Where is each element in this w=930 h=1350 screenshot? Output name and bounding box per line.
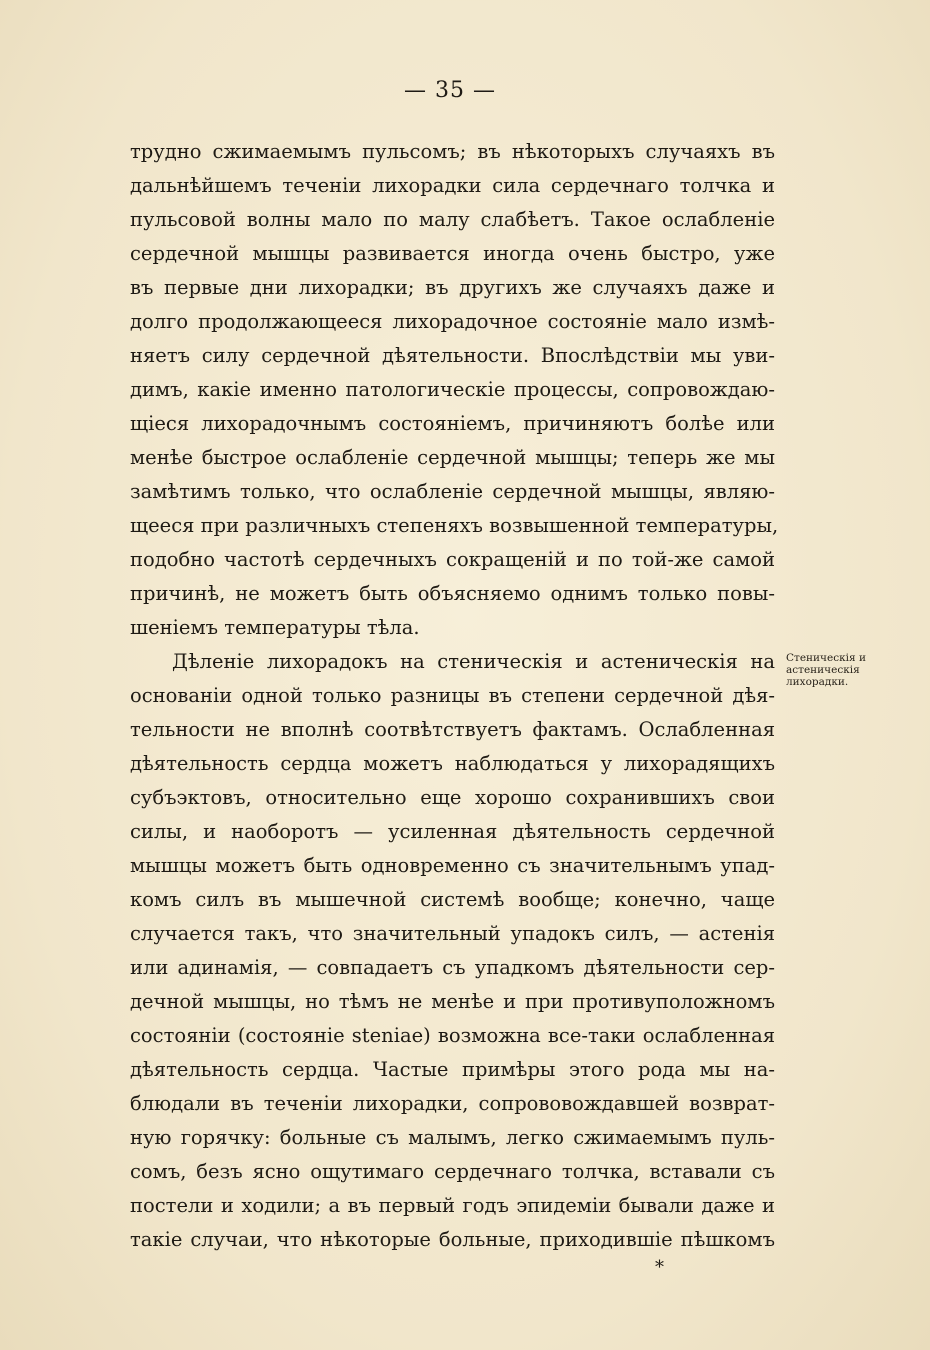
text-line: замѣтимъ только, что ослабленіе сердечной мышцы, являю- — [130, 480, 775, 503]
body-text — [130, 135, 779, 1257]
text-line: или адинамія, — совпадаетъ съ упадкомъ дѣятельности сер- — [130, 956, 775, 979]
text-line: въ первые дни лихорадки; въ другихъ же случаяхъ даже и — [130, 276, 775, 299]
text-line: мышцы можетъ быть одновременно съ значительнымъ упад- — [130, 854, 775, 877]
text-line: причинѣ, не можетъ быть объясняемо однимъ только повы- — [130, 582, 775, 605]
text-line: основаніи одной только разницы въ степени сердечной дѣя- — [130, 684, 775, 707]
paragraph-start-line: Дѣленіе лихорадокъ на стеническія и астеническія на — [172, 650, 775, 673]
text-line: подобно частотѣ сердечныхъ сокращеній и по той-же самой — [130, 548, 775, 571]
margin-note-line: Стеническія и — [786, 652, 866, 664]
text-line: субъэктовъ, относительно еще хорошо сохранившихъ свои — [130, 786, 775, 809]
text-line: шеніемъ температуры тѣла. — [130, 616, 420, 639]
text-line: няетъ силу сердечной дѣятельности. Впослѣдствіи мы уви- — [130, 344, 775, 367]
text-line: блюдали въ теченіи лихорадки, сопрововождавшей возврат- — [130, 1092, 775, 1115]
text-line: сомъ, безъ ясно ощутимаго сердечнаго толчка, вставали съ — [130, 1160, 775, 1183]
margin-note — [786, 652, 896, 688]
text-line: случается такъ, что значительный упадокъ силъ, — астенія — [130, 922, 775, 945]
text-line: тельности не вполнѣ соотвѣтствуетъ фактамъ. Ослабленная — [130, 718, 775, 741]
text-line: долго продолжающееся лихорадочное состояніе мало измѣ- — [130, 310, 775, 333]
text-line: щееся при различныхъ степеняхъ возвышенной температуры, — [130, 514, 779, 537]
page-number: — 35 — — [404, 78, 496, 103]
margin-note-line: лихорадки. — [786, 676, 849, 688]
text-line: димъ, какіе именно патологическіе процессы, сопровождаю- — [130, 378, 775, 401]
text-line: пульсовой волны мало по малу слабѣетъ. Такое ослабленіе — [130, 208, 775, 231]
text-line: щіеся лихорадочнымъ состояніемъ, причиняютъ болѣе или — [130, 412, 775, 435]
margin-note-line: астеническія — [786, 664, 860, 676]
text-line: дѣятельность сердца можетъ наблюдаться у лихорадящихъ — [130, 752, 775, 775]
text-line: дѣятельность сердца. Частые примѣры этого рода мы на- — [130, 1058, 775, 1081]
text-line: такіе случаи, что нѣкоторые больные, приходившіе пѣшкомъ — [130, 1228, 775, 1251]
text-line: ную горячку: больные съ малымъ, легко сжимаемымъ пуль- — [130, 1126, 775, 1149]
text-line: постели и ходили; а въ первый годъ эпидеміи бывали даже и — [130, 1194, 775, 1217]
text-line: силы, и наоборотъ — усиленная дѣятельность сердечной — [130, 820, 775, 843]
text-line: дальнѣйшемъ теченіи лихорадки сила сердечнаго толчка и — [130, 174, 775, 197]
text-line: менѣе быстрое ослабленіе сердечной мышцы; теперь же мы — [130, 446, 775, 469]
text-line: комъ силъ въ мышечной системѣ вообще; конечно, чаще — [130, 888, 775, 911]
signature-mark: * — [655, 1257, 664, 1278]
text-line: состояніи (состояніе steniae) возможна все-таки ослабленная — [130, 1024, 775, 1047]
text-line: трудно сжимаемымъ пульсомъ; въ нѣкоторыхъ случаяхъ въ — [130, 140, 775, 163]
text-line: сердечной мышцы развивается иногда очень быстро, уже — [130, 242, 775, 265]
text-line: дечной мышцы, но тѣмъ не менѣе и при противуположномъ — [130, 990, 775, 1013]
